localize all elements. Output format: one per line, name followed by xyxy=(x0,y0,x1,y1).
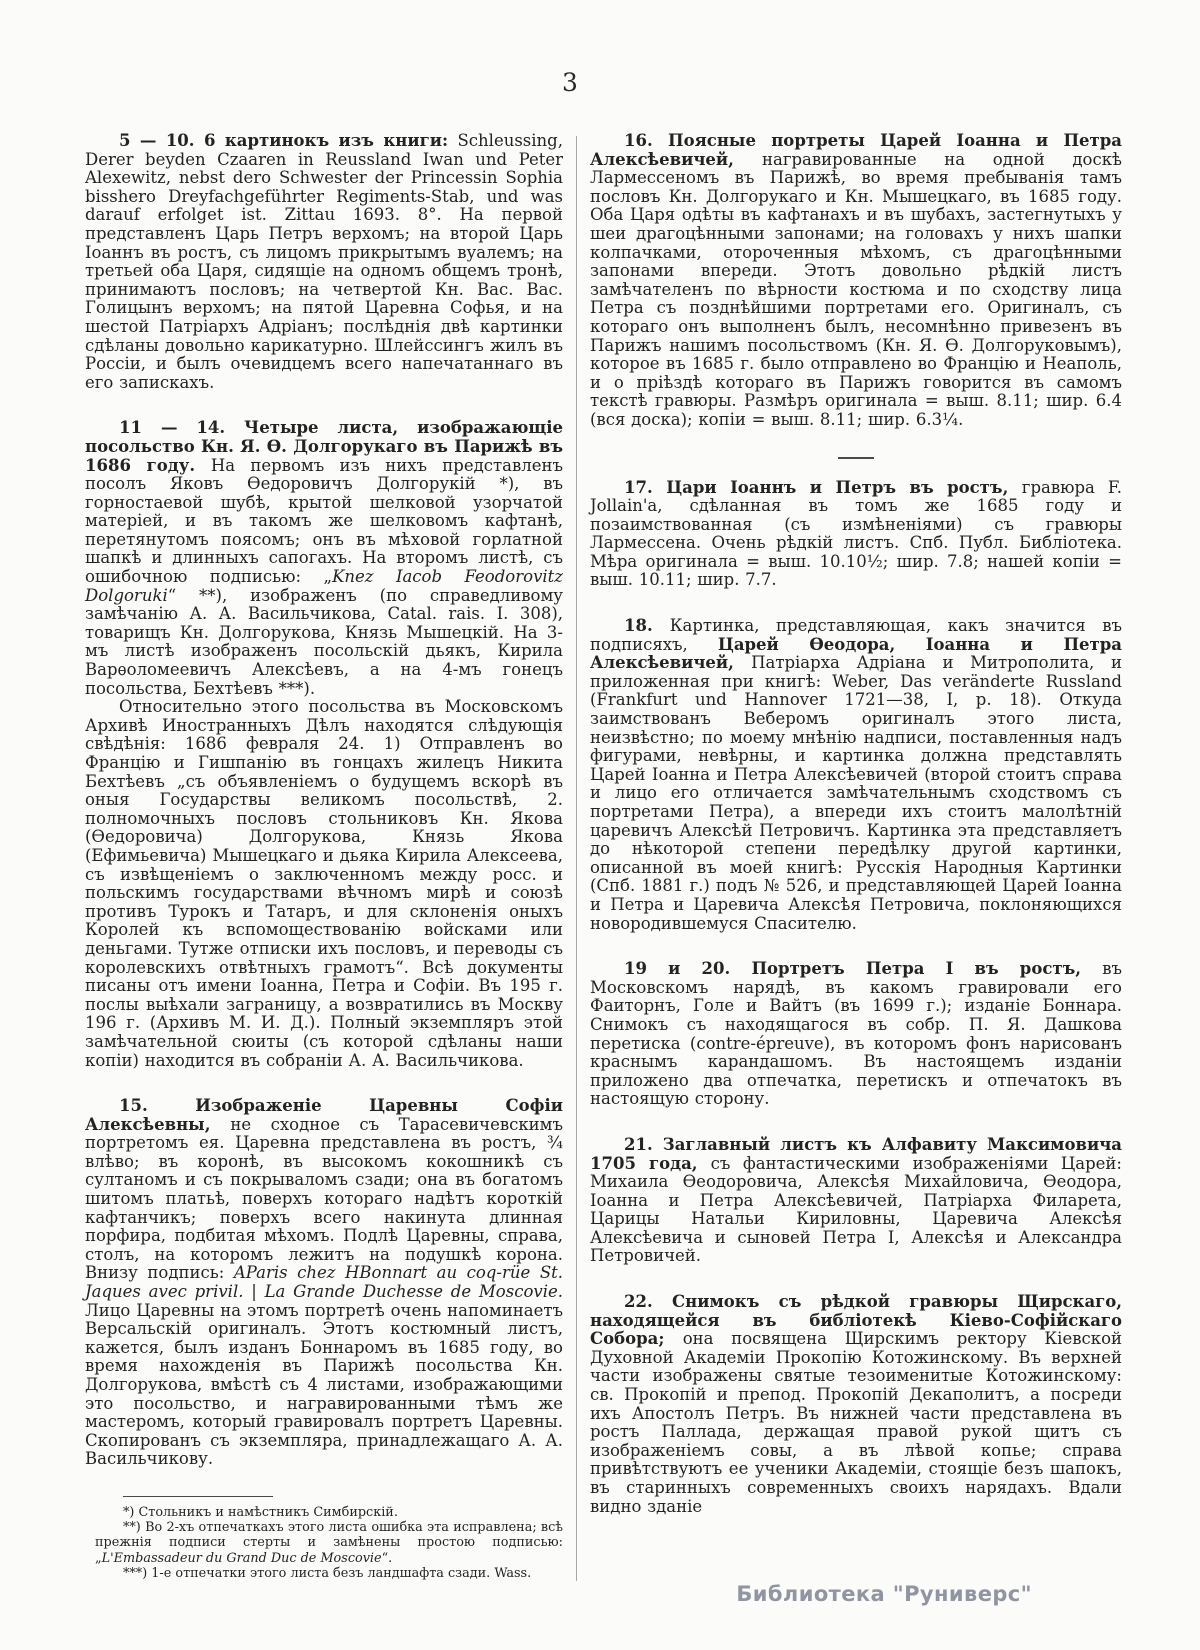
paragraph xyxy=(590,1293,1122,1516)
text-segment: 18. xyxy=(624,616,670,636)
text-segment: Лицо Царевны на этомъ портретѣ очень напоминаетъ Версальскій оригиналъ. Этотъ костюмный листъ, кажется, былъ изданъ Боннаромъ въ 1685 году, во время нахожденія въ Парижѣ посольства Кн. Долгорукова, вмѣстѣ съ 4 листами, изображающими это посольство, и награвированными тѣмъ же мастеромъ, который гравировалъ портретъ Царевны. Скопированъ съ экземпляра, принадлежащаго А. А. Васильчикову. xyxy=(85,1300,563,1469)
text-segment: *) Стольникъ и намѣстникъ Симбирскій. xyxy=(123,1504,398,1520)
paragraph xyxy=(590,1136,1122,1266)
text-segment: На первомъ изъ нихъ представленъ посолъ Яковъ Ѳедоровичъ Долгорукій *), въ горностаевой шубѣ, крытой шелковой узорчатой матеріей, и въ такомъ же шелковомъ кафтанѣ, перетянутомъ поясомъ; онъ въ мѣховой горлатной шапкѣ и длинныхъ сапогахъ. На второмъ листѣ, съ ошибочною подписью: „ xyxy=(85,455,563,587)
text-segment: она посвящена Щирскимъ ректору Кіевской Духовной Академіи Прокопію Котожинскому. Въ верхней части изображены святые тезоименитые Котожинскому: св. Прокопій и препод. Прокопій Декаполитъ, а посреди ихъ Апостолъ Петръ. Въ нижней части представлена въ ростъ Паллада, держащая правой рукой щитъ съ изображеніемъ совы, а въ лѣвой копье; справа привѣтствуютъ ее ученики Академіи, стоящіе безъ шапокъ, въ старинныхъ современныхъ своихъ нарядахъ. Вдали видно зданіе xyxy=(590,1329,1123,1516)
entry-21 xyxy=(590,1136,1122,1266)
entry-22 xyxy=(590,1293,1122,1516)
text-columns xyxy=(85,132,1122,1581)
entry-5-10 xyxy=(85,132,563,392)
text-segment: 22. Снимокъ съ рѣдкой гравюры Щирскаго, находящейся въ библіотекѣ Кіево-Софійскаго Собора; xyxy=(590,1292,1122,1349)
text-segment: съ фантастическими изображеніями Царей: Михаила Ѳеодоровича, Алексѣя Михайловича, Ѳеодора, Іоанна и Петра Алексѣевичей, Патріарха Филарета, Царицы Натальи Кириловны, Царевича Алексѣя Алексѣевича и сыновей Петра I, Алексѣя и Александра Петровичей. xyxy=(590,1153,1122,1266)
text-segment: Патріарха Адріана и Митрополита, и приложенная при книгѣ: Weber, Das veränderte Russland (Frankfurt und Hannover 1721—38, I, p. 18). Откуда заимствованъ Веберомъ оригиналъ этого листа, неизвѣстно; по моему мнѣнію надписи, поставленныя надъ фигурами, невѣрны, и картинка должна представлять Царей Іоанна и Петра Алексѣевичей (второй стоитъ справа и лицо его отличается замѣчательнымъ сходствомъ съ портретами Петра), а впереди ихъ стоитъ малолѣтній царевичъ Алексѣй Петровичъ. Картинка эта представляетъ до нѣкоторой степени передѣлку другой картинки, описанной въ моей книгѣ: Русскія Народныя Картинки (Спб. 1881 г.) подъ № 526, и представляющей Царей Іоанна и Петра и Царевича Алексѣя Петровича, поклоняющихся новородившемуся Спасителю. xyxy=(590,653,1122,933)
paragraph xyxy=(590,132,1122,430)
left-column xyxy=(85,132,563,1581)
footnote xyxy=(95,1566,563,1581)
column-divider xyxy=(576,136,577,1581)
paragraph xyxy=(85,1097,563,1469)
text-segment: **) Во 2-хъ отпечаткахъ этого листа ошибка эта исправлена; всѣ прежнія подписи стерты и замѣнены простою подписью: „ xyxy=(95,1520,563,1566)
text-segment: “ **), изображенъ (по справедливому замѣчанію А. А. Васильчикова, Catal. rais. I. 308), товарищъ Кн. Долгорукова, Князь Мышецкій. На 3-мъ листѣ изображенъ посольскій дьякъ, Кирила Варѳоломеевичъ Алексѣевъ, а на 4-мъ гонецъ посольства, Бехтѣевъ ***). xyxy=(85,585,563,698)
text-segment: 19 и 20. Портретъ Петра I въ ростъ, xyxy=(624,959,1103,979)
text-segment: AParis chez HBonnart au coq-rüe St. Jaques avec privil. | La Grande Duchesse de Moscovie. xyxy=(85,1263,563,1302)
text-segment: ***) 1-е отпечатки этого листа безъ ландшафта сзади. Wass. xyxy=(123,1565,532,1581)
entry-18 xyxy=(590,617,1122,933)
entry-16 xyxy=(590,132,1122,430)
text-segment: 11 — 14. Четыре листа, изображающіе посольство Кн. Я. Ѳ. Долгорукаго въ Парижѣ въ 1686 году. xyxy=(85,418,563,475)
text-segment: въ Московскомъ нарядѣ, въ какомъ гравировали его Фаиторнъ, Голе и Вайтъ (въ 1699 г.); изданіе Боннара. Снимокъ съ находящагося въ собр. П. Я. Дашкова перетиска (contre-épreuve), въ которомъ фонъ нарисованъ краснымъ карандашомъ. Въ настоящемъ изданіи приложено два отпечатка, перетискъ и отпечатокъ въ настоящую сторону. xyxy=(590,959,1122,1109)
text-segment: 16. Поясные портреты Царей Іоанна и Петра Алексѣевичей, xyxy=(590,131,1122,169)
entry-17 xyxy=(590,479,1122,591)
text-segment: “. xyxy=(381,1550,393,1566)
paragraph xyxy=(85,419,563,698)
text-segment: не сходное съ Тарасевичевскимъ портретомъ ея. Царевна представлена въ ростъ, ¾ влѣво; въ коронѣ, въ высокомъ кокошникѣ съ султаномъ и съ покрываломъ сзади; она въ богатомъ шитомъ платьѣ, поверхъ котораго надѣтъ короткій кафтанчикъ; поверхъ всего накинута длинная порфира, подбитая мѣхомъ. Подлѣ Царевны, справа, столъ, на которомъ лежитъ на подушкѣ корона. Внизу подпись: xyxy=(85,1114,564,1283)
right-column xyxy=(590,132,1122,1581)
footnote-rule xyxy=(123,1496,273,1497)
text-segment: Schleussing, Derer beyden Czaaren in Reussland Iwan und Peter Alexewitz, nebst dero Schwester der Princessin Sophia bisshero Dreyfachgeführter Regiments-Stab, und was darauf erfolget ist. Zittau 1693. 8°. На первой представленъ Царь Петръ верхомъ; на второй Царь Іоаннъ въ ростъ, съ лицомъ прикрытымъ вуалемъ; на третьей оба Царя, сидящіе на одномъ общемъ тронѣ, принимаютъ пословъ; на четвертой Кн. Вас. Вас. Голицынъ верхомъ; на пятой Царевна Софья, и на шестой Патріархъ Адріанъ; послѣднія двѣ картинки сдѣланы довольно карикатурно. Шлейссингъ жилъ въ Россіи, и былъ очевидцемъ всего напечатаннаго въ его запискахъ. xyxy=(85,131,563,392)
footnote xyxy=(95,1520,563,1566)
page-number: 3 xyxy=(562,68,578,97)
text-segment: 17. Цари Іоаннъ и Петръ въ ростъ, xyxy=(624,477,1022,497)
text-segment: Knez Iacob Feodorovitz Dolgoruki xyxy=(85,567,563,605)
text-segment: L'Embassadeur du Grand Duc de Moscovie xyxy=(101,1550,382,1566)
text-segment: гравюра F. Jollain'а, сдѣланная въ томъ же 1685 году и позаимствованная (съ измѣненіями) съ гравюры Лармессена. Очень рѣдкій листъ. Спб. Публ. Библіотека. Мѣра оригинала = выш. 10.10½; шир. 7.8; нашей копіи = выш. 10.11; шир. 7.7. xyxy=(590,477,1123,590)
paragraph xyxy=(590,617,1122,933)
entry-15 xyxy=(85,1097,563,1469)
text-segment: Относительно этого посольства въ Московскомъ Архивѣ Иностранныхъ Дѣлъ находятся слѣдующія свѣдѣнія: 1686 февраля 24. 1) Отправленъ во Францію и Гишпанію въ гонцахъ жилецъ Никита Бехтѣевъ „съ объявленіемъ о будущемъ вскорѣ въ оныя Государствы великомъ посольствѣ, 2. полномочныхъ пословъ стольниковъ Кн. Якова (Ѳедоровича) Долгорукова, Князь Якова (Ефимьевича) Мышецкаго и дьяка Кирила Алексеева, съ извѣщеніемъ о заключенномъ между росс. и польскимъ государствами вѣчномъ мирѣ и союзѣ противъ Турокъ и Татаръ, и для склоненія оныхъ Королей къ вспомоществованію войсками или деньгами. Тутже отписки ихъ пословъ, и переводы съ королевскихъ отвѣтныхъ грамотъ“. Всѣ документы писаны отъ имени Іоанна, Петра и Софіи. Въ 195 г. послы выѣхали заграницу, а возвратились въ Москву 196 г. (Архивъ М. И. Д.). Полный экземпляръ этой замѣчательной сюиты (съ которой сдѣланы наши копіи) находится въ собраніи А. А. Васильчикова. xyxy=(85,697,563,1070)
paragraph xyxy=(85,132,563,392)
paragraph xyxy=(590,479,1122,591)
text-segment: 5 — 10. 6 картинокъ изъ книги: xyxy=(119,131,458,150)
entry-separator xyxy=(838,457,874,459)
text-segment: 21. Заглавный листъ къ Алфавиту Максимовича 1705 года, xyxy=(590,1134,1122,1173)
paragraph xyxy=(590,960,1122,1109)
footnote xyxy=(95,1505,563,1520)
entry-19-20 xyxy=(590,960,1122,1109)
text-segment: Царей Ѳеодора, Іоанна и Петра Алексѣевичей, xyxy=(590,634,1122,673)
text-segment: Картинка, представляющая, какъ значится въ подписяхъ, xyxy=(590,616,1123,654)
text-segment: награвированные на одной доскѣ Лармессеномъ въ Парижѣ, во время пребыванія тамъ пословъ Кн. Долгорукаго и Кн. Мышецкаго, въ 1685 году. Оба Царя одѣты въ кафтанахъ и въ шубахъ, застегнутыхъ у шеи драгоцѣнными запонами; на головахъ у нихъ шапки колпачками, отороченныя мѣхомъ, съ драгоцѣнными запонами впереди. Этотъ довольно рѣдкій листъ замѣчателенъ по вѣрности костюма и по сходству лица Петра съ позднѣйшими портретами его. Оригиналъ, съ котораго онъ выполненъ былъ, несомнѣнно привезенъ въ Парижъ нашимъ посольствомъ (Кн. Я. Ѳ. Долгоруковымъ), которое въ 1685 г. было отправлено во Францію и Неаполь, и о пріѣздѣ котораго въ Парижъ говорится въ самомъ текстѣ гравюры. Размѣръ оригинала = выш. 8.11; шир. 6.4 (вся доска); копіи = выш. 8.11; шир. 6.3¼. xyxy=(590,149,1122,429)
entry-11-14 xyxy=(85,419,563,1070)
footnotes xyxy=(85,1505,563,1581)
paragraph xyxy=(85,698,563,1070)
watermark: Библиотека "Руниверс" xyxy=(736,1582,1032,1606)
text-segment: 15. Изображеніе Царевны Софіи Алексѣевны, xyxy=(85,1096,563,1134)
